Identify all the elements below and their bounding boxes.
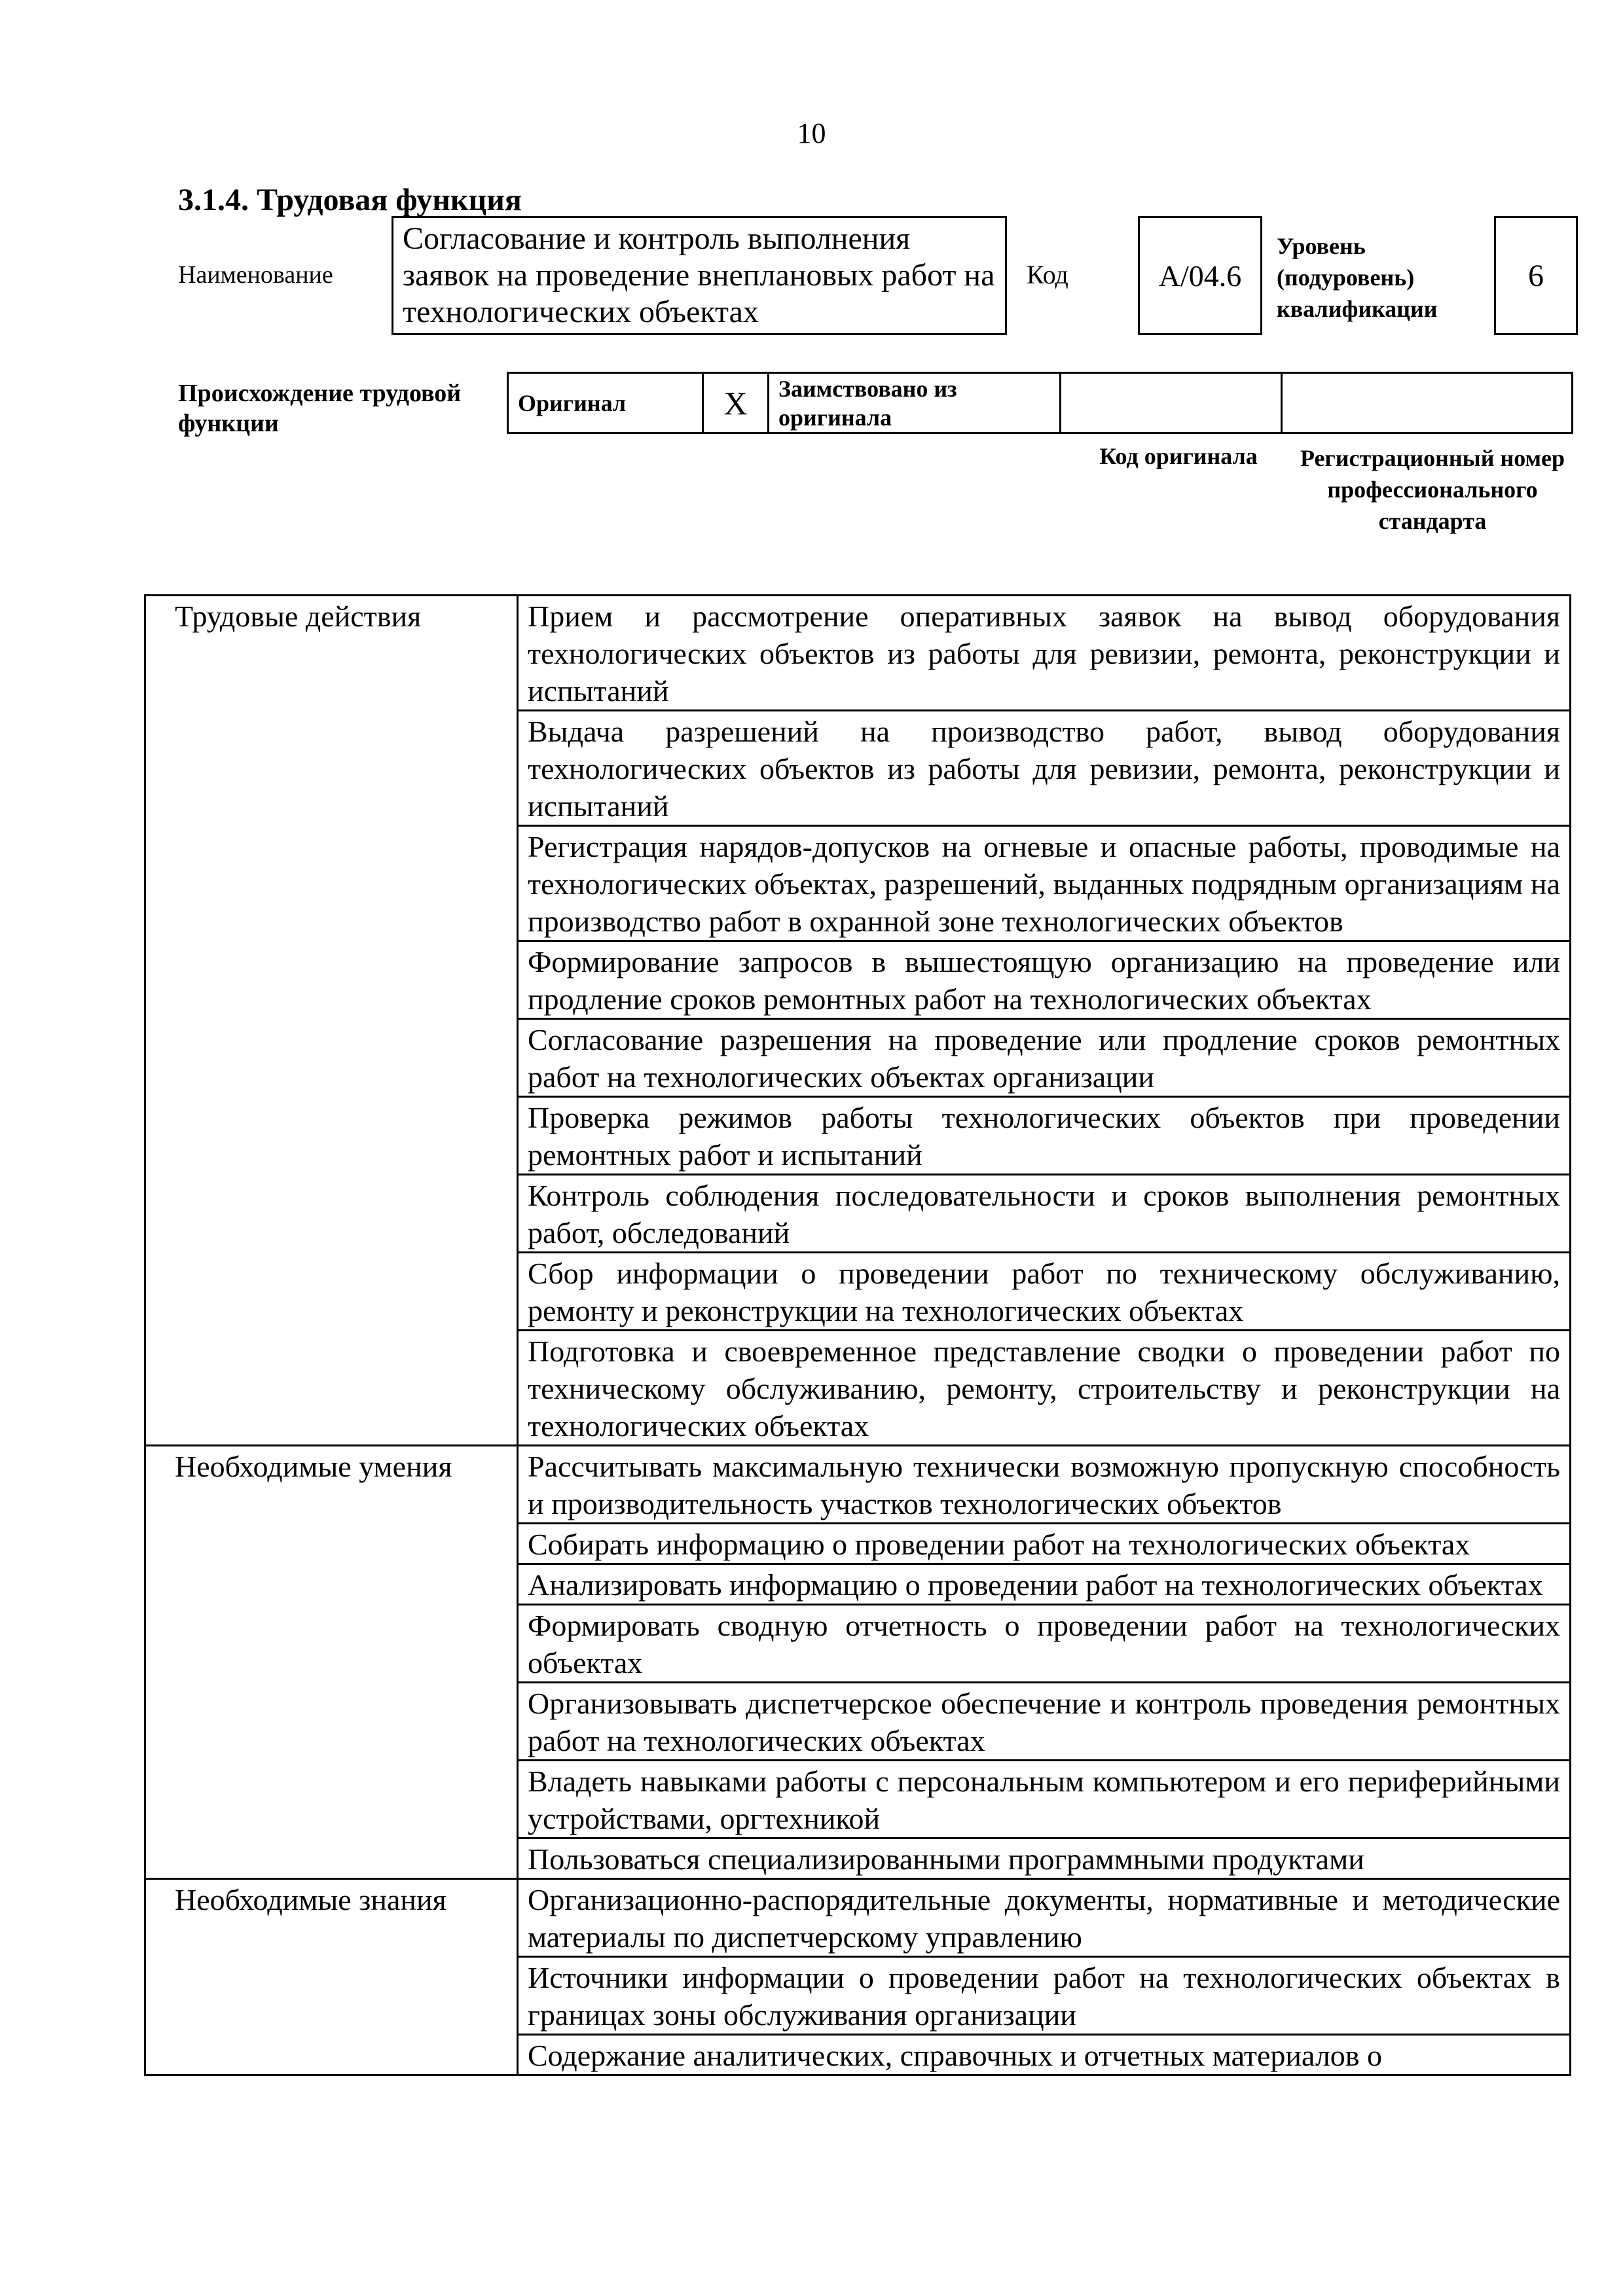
borrowed-cell: Заимствовано из оригинала: [769, 373, 1061, 433]
labor-action-item: Согласование разрешения на проведение или продление сроков ремонтных работ на технологических объектах организации: [518, 1019, 1571, 1097]
labor-action-item: Подготовка и своевременное представление сводки о проведении работ по техническому обслуживанию, ремонту, строительству и реконструкции на технологических объектах: [518, 1331, 1571, 1446]
level-label-line-2: (подуровень): [1277, 264, 1415, 291]
page-number: 10: [797, 117, 826, 149]
code-original-caption: Код оригинала: [1099, 443, 1258, 469]
level-label-line-3: квалификации: [1277, 296, 1438, 322]
knowledge-item: Организационно-распорядительные документы, нормативные и методические материалы по диспетчерскому управлению: [518, 1879, 1571, 1957]
original-cell: Оригинал: [508, 373, 703, 433]
skill-item: Анализировать информацию о проведении работ на технологических объектах: [518, 1564, 1571, 1605]
labor-action-item: Формирование запросов в вышестоящую организацию на проведение или продление сроков ремонтных работ на технологических объектах: [518, 941, 1571, 1019]
level-label-line-1: Уровень: [1277, 233, 1366, 259]
level-label: [1277, 230, 1438, 325]
origin-label: [178, 378, 461, 439]
skill-row: [145, 1446, 1571, 1524]
labor-action-row: [145, 596, 1571, 711]
skill-item: Формировать сводную отчетность о проведении работ на технологических объектах: [518, 1605, 1571, 1683]
knowledge-item: Источники информации о проведении работ на технологических объектах в границах зоны обслуживания организации: [518, 1957, 1571, 2035]
code-label: Код: [1027, 260, 1068, 289]
name-label: Наименование: [178, 261, 333, 289]
labor-action-item: Контроль соблюдения последовательности и сроков выполнения ремонтных работ, обследований: [518, 1175, 1571, 1253]
knowledge-item: Содержание аналитических, справочных и отчетных материалов о: [518, 2035, 1571, 2075]
function-code-box: А/04.6: [1138, 216, 1262, 335]
origin-table: [507, 372, 1573, 434]
qualification-level-box: 6: [1494, 216, 1578, 335]
skill-category-label: Необходимые умения: [145, 1446, 518, 1879]
skill-item: Владеть навыками работы с персональным компьютером и его периферийными устройствами, оргтехникой: [518, 1761, 1571, 1839]
labor-action-item: Регистрация нарядов-допусков на огневые и опасные работы, проводимые на технологических объектах, разрешений, выданных подрядным организациям на производство работ в охранной зоне технологических объектов: [518, 826, 1571, 941]
section-title: 3.1.4. Трудовая функция: [178, 183, 522, 217]
function-details-table: [144, 594, 1571, 2076]
skill-item: Собирать информацию о проведении работ на технологических объектах: [518, 1524, 1571, 1564]
origin-label-line-1: Происхождение трудовой: [178, 380, 462, 407]
knowledge-row: [145, 1879, 1571, 1957]
labor-action-item: Сбор информации о проведении работ по техническому обслуживанию, ремонту и реконструкции на технологических объектах: [518, 1253, 1571, 1331]
skill-item: Рассчитывать максимальную технически возможную пропускную способность и производительность участков технологических объектов: [518, 1446, 1571, 1524]
original-mark-cell: Х: [703, 373, 769, 433]
origin-label-line-2: функции: [178, 410, 279, 437]
skill-item: Пользоваться специализированными программными продуктами: [518, 1839, 1571, 1879]
reg-number-cell: [1282, 373, 1573, 433]
reg-number-caption: Регистрационный номер профессионального стандарта: [1300, 445, 1565, 534]
labor-action-category-label: Трудовые действия: [145, 596, 518, 1446]
labor-action-item: Прием и рассмотрение оперативных заявок на вывод оборудования технологических объектов из работы для ревизии, ремонта, реконструкции и испытаний: [518, 596, 1571, 711]
function-details-body: [145, 596, 1571, 2075]
knowledge-category-label: Необходимые знания: [145, 1879, 518, 2075]
function-name-box: Согласование и контроль выполнения заявок на проведение внеплановых работ на технологических объектах: [392, 216, 1007, 335]
code-original-cell: [1061, 373, 1282, 433]
labor-action-item: Проверка режимов работы технологических объектов при проведении ремонтных работ и испытаний: [518, 1097, 1571, 1175]
labor-action-item: Выдача разрешений на производство работ, вывод оборудования технологических объектов из работы для ревизии, ремонта, реконструкции и испытаний: [518, 711, 1571, 826]
skill-item: Организовывать диспетчерское обеспечение и контроль проведения ремонтных работ на технологических объектах: [518, 1683, 1571, 1761]
